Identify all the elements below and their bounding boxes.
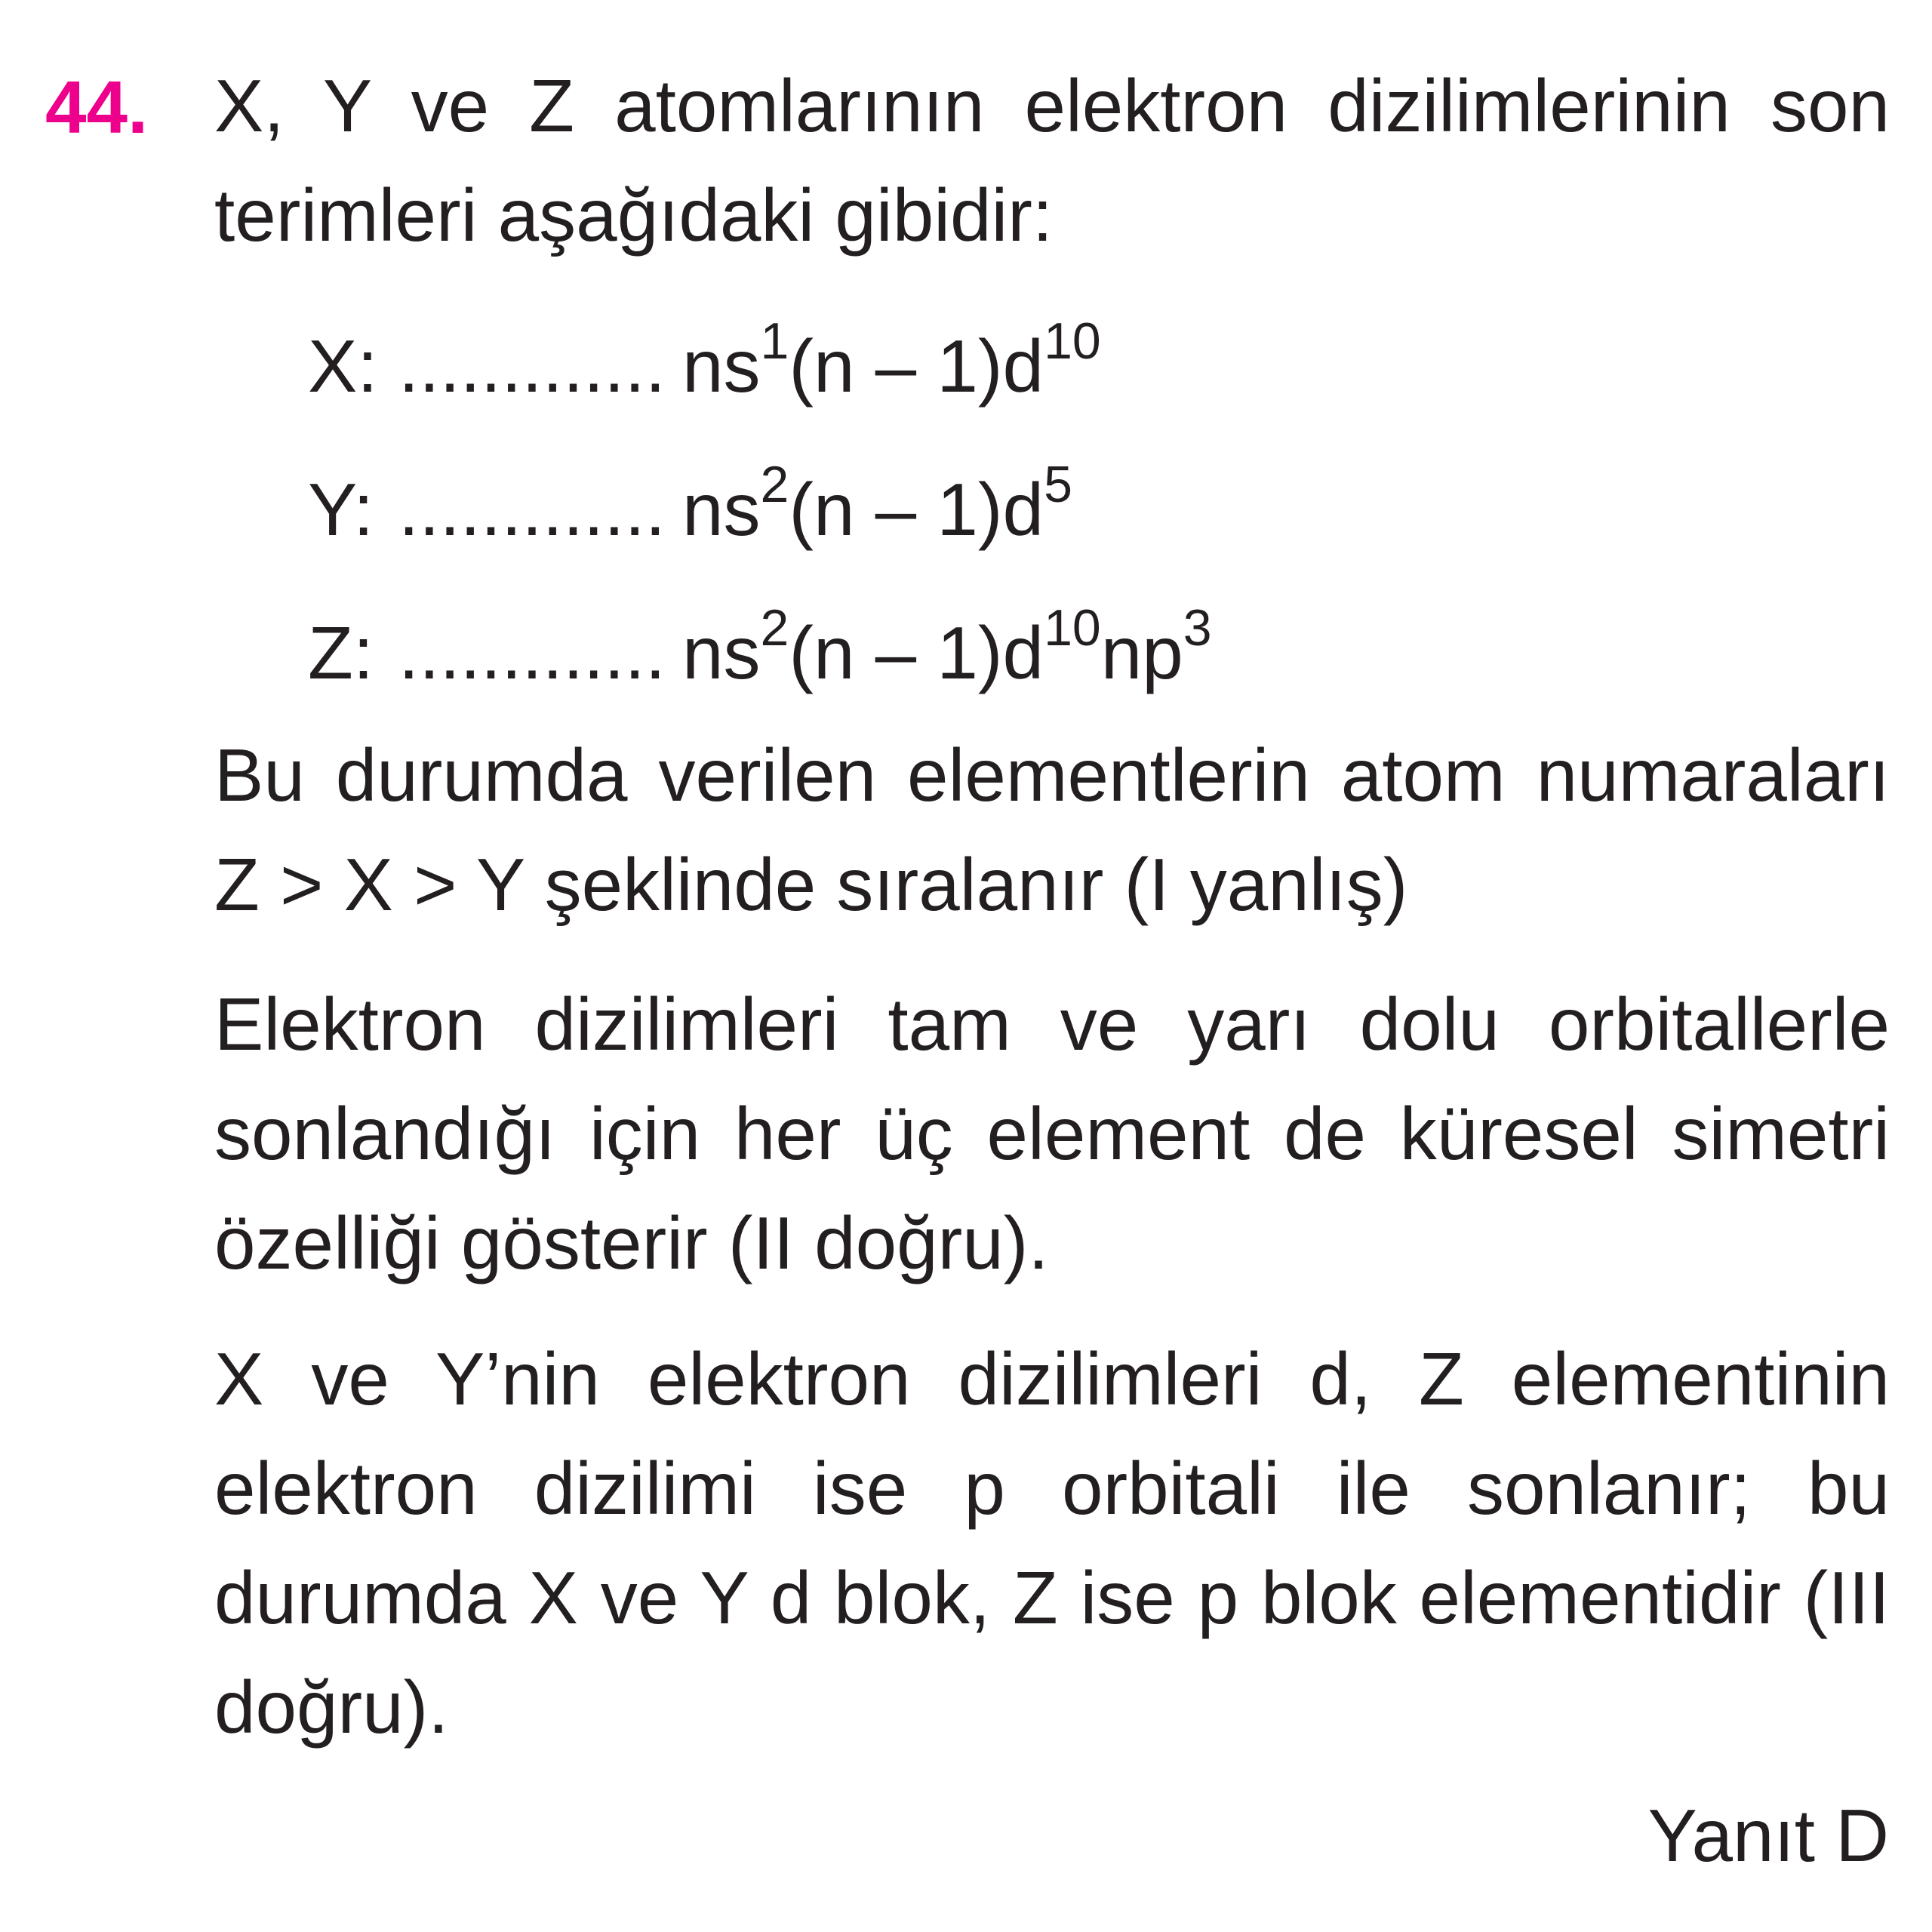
paragraph-atomic-numbers: Bu durumda verilen elementlerin atom numaraları Z > X > Y şeklinde sıralanır (I yanlış) — [214, 734, 1890, 926]
config-term: $(n - 1)d^5$ — [789, 456, 1072, 551]
formula-dots: ............. — [398, 611, 666, 694]
question-number: 44. — [45, 66, 149, 149]
question-intro: X, Y ve Z atomlarının elektron dizilimlerinin son terimleri aşağıdaki gibidir: — [214, 64, 1890, 257]
formula-label: X: — [308, 325, 378, 408]
formula-dots: ............. — [398, 468, 666, 551]
formula-row-z — [308, 581, 1212, 724]
answer-label: Yanıt D — [1647, 1794, 1889, 1877]
paragraph-block-elements: X ve Y’nin elektron dizilimleri d, Z elementinin elektron dizilimi ise p orbitali ile sonlanır; bu durumda X ve Y d blok, Z ise p blok elementidir (III doğru). — [214, 1337, 1890, 1749]
config-term: $(n - 1)d^{10}$ — [789, 312, 1101, 408]
config-term: $ns^2$ — [681, 599, 789, 694]
formula-row-x — [308, 294, 1212, 438]
formula-label: Z: — [308, 611, 374, 694]
config-term: $(n - 1)d^{10}$ — [789, 599, 1101, 694]
formula-label: Y: — [308, 468, 374, 551]
electron-configurations — [308, 294, 1212, 724]
config-term: $ns^1$ — [681, 312, 789, 408]
config-term: $np^3$ — [1100, 599, 1212, 694]
config-term: $ns^2$ — [681, 456, 789, 551]
formula-dots: ............. — [398, 325, 666, 408]
formula-row-y — [308, 438, 1212, 581]
paragraph-spherical-symmetry: Elektron dizilimleri tam ve yarı dolu orbitallerle sonlandığı için her üç element de küresel simetri özelliği gösterir (II doğru). — [214, 983, 1890, 1284]
